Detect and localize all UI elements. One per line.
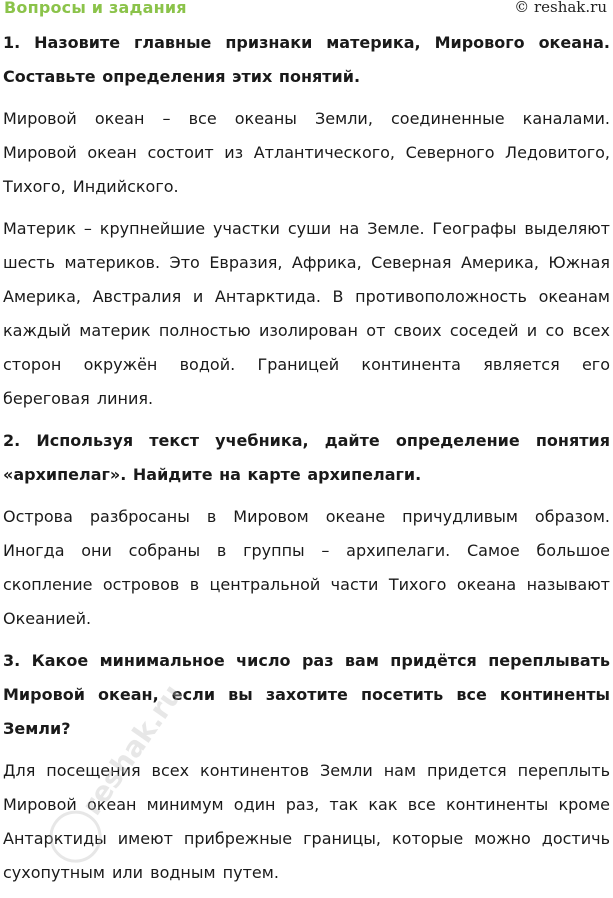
copyright-notice: © reshak.ru: [514, 0, 607, 16]
answer-1-paragraph-1: Мировой океан – все океаны Земли, соединенные каналами. Мировой океан состоит из Атлантического, Северного Ледовитого, Тихого, Индийского.: [3, 109, 610, 196]
answer-2-paragraph-1: Острова разбросаны в Мировом океане причудливым образом. Иногда они собраны в группы – архипелаги. Самое большое скопление островов в центральной части Тихого океана называют Океанией.: [3, 507, 610, 628]
question-1: 1. Назовите главные признаки материка, Мирового океана. Составьте определения этих понятий.: [3, 33, 610, 86]
watermark-text: reshak.ru: [75, 678, 190, 822]
answer-3-paragraph-1: Для посещения всех континентов Земли нам придется переплыть Мировой океан минимум один раз, так как все континенты кроме Антарктиды имеют прибрежные границы, которые можно достичь сухопутным или водным путем.: [3, 761, 610, 882]
section-title: Вопросы и задания: [4, 0, 187, 17]
question-3: 3. Какое минимальное число раз вам придётся переплывать Мировой океан, если вы захотите посетить все континенты Земли?: [3, 651, 610, 738]
page-header: [0, 0, 613, 22]
document-body: [3, 26, 610, 898]
question-2: 2. Используя текст учебника, дайте определение понятия «архипелаг». Найдите на карте архипелаги.: [3, 431, 610, 484]
answer-1-paragraph-2: Материк – крупнейшие участки суши на Земле. Географы выделяют шесть материков. Это Евразия, Африка, Северная Америка, Южная Америка, Австралия и Антарктида. В противоположность океанам каждый материк полностью изолирован от своих соседей и со всех сторон окружён водой. Границей континента является его береговая линия.: [3, 219, 610, 408]
